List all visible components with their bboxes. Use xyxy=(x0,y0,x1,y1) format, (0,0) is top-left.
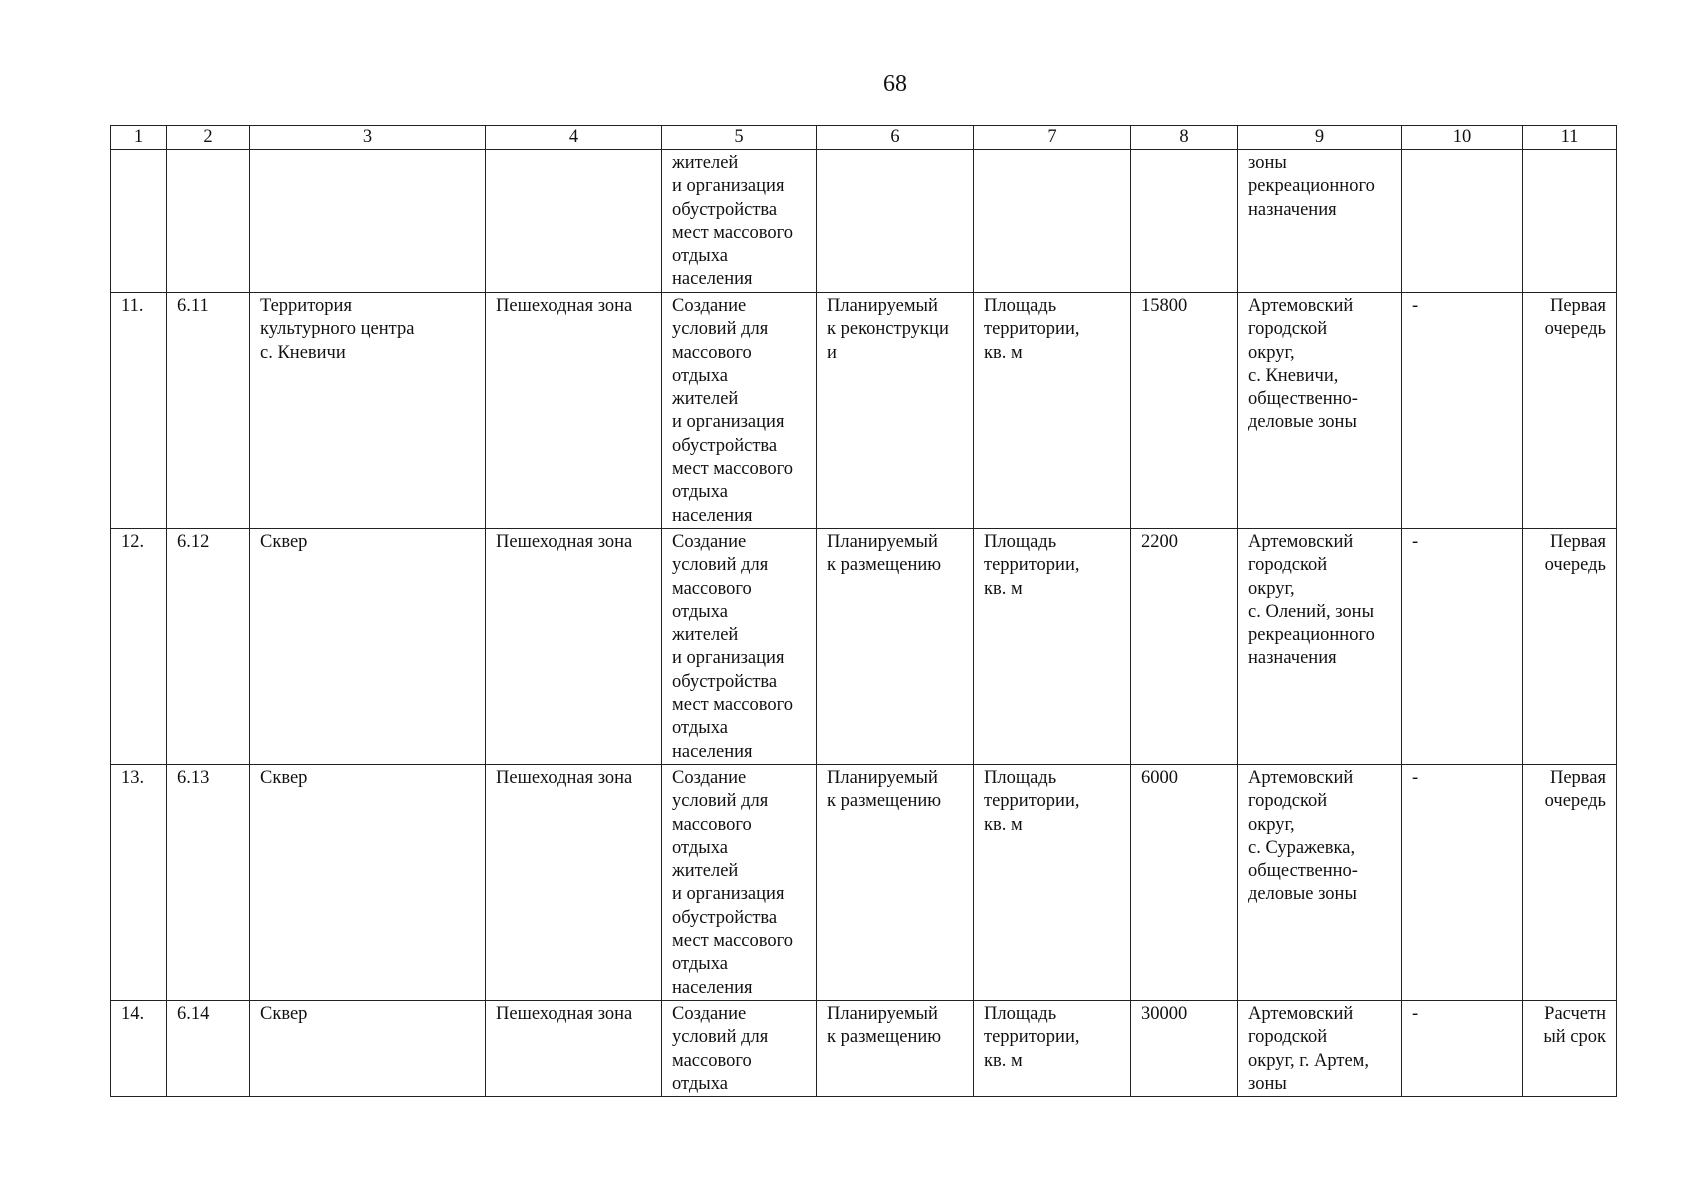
table-cell xyxy=(1131,150,1238,293)
location-cell: Артемовский городской округ, г. Артем, зоны xyxy=(1238,1001,1402,1097)
value-cell: 30000 xyxy=(1131,1001,1238,1097)
location-cell: Артемовский городской округ, с. Кневичи, общественно- деловые зоны xyxy=(1238,293,1402,529)
header-cell: 6 xyxy=(817,126,974,150)
header-cell: 4 xyxy=(486,126,662,150)
table-cell xyxy=(1523,150,1617,293)
object-code-cell: 6.14 xyxy=(167,1001,250,1097)
zone-cell: - xyxy=(1402,1001,1523,1097)
object-name-cell: Сквер xyxy=(250,529,486,765)
purpose-cell: Создание условий для массового отдыха xyxy=(662,1001,817,1097)
object-code-cell: 6.13 xyxy=(167,765,250,1001)
purpose-cell: Создание условий для массового отдыха жителей и организация обустройства мест массового отдыха населения xyxy=(662,529,817,765)
object-name-cell: Сквер xyxy=(250,1001,486,1097)
continuation-row xyxy=(111,150,1617,293)
header-cell: 8 xyxy=(1131,126,1238,150)
table-cell: зоны рекреационного назначения xyxy=(1238,150,1402,293)
type-cell: Пешеходная зона xyxy=(486,293,662,529)
header-cell: 10 xyxy=(1402,126,1523,150)
row-number-cell: 13. xyxy=(111,765,167,1001)
table-cell xyxy=(817,150,974,293)
object-name-cell: Сквер xyxy=(250,765,486,1001)
table-cell xyxy=(974,150,1131,293)
header-cell: 9 xyxy=(1238,126,1402,150)
status-cell: Планируемый к размещению xyxy=(817,765,974,1001)
object-code-cell: 6.12 xyxy=(167,529,250,765)
type-cell: Пешеходная зона xyxy=(486,765,662,1001)
object-name-cell: Территория культурного центра с. Кневичи xyxy=(250,293,486,529)
value-cell: 2200 xyxy=(1131,529,1238,765)
header-cell: 7 xyxy=(974,126,1131,150)
table-cell xyxy=(167,150,250,293)
type-cell: Пешеходная зона xyxy=(486,529,662,765)
object-code-cell: 6.11 xyxy=(167,293,250,529)
header-cell: 2 xyxy=(167,126,250,150)
value-cell: 6000 xyxy=(1131,765,1238,1001)
characteristic-cell: Площадь территории, кв. м xyxy=(974,529,1131,765)
status-cell: Планируемый к размещению xyxy=(817,1001,974,1097)
header-cell: 5 xyxy=(662,126,817,150)
zone-cell: - xyxy=(1402,293,1523,529)
table-cell: жителей и организация обустройства мест массового отдыха населения xyxy=(662,150,817,293)
status-cell: Планируемый к размещению xyxy=(817,529,974,765)
page-number: 68 xyxy=(883,71,907,97)
location-cell: Артемовский городской округ, с. Олений, зоны рекреационного назначения xyxy=(1238,529,1402,765)
table-cell xyxy=(1402,150,1523,293)
row-number-cell: 11. xyxy=(111,293,167,529)
status-cell: Планируемый к реконструкци и xyxy=(817,293,974,529)
characteristic-cell: Площадь территории, кв. м xyxy=(974,1001,1131,1097)
row-number-cell: 12. xyxy=(111,529,167,765)
term-cell: Расчетн ый срок xyxy=(1523,1001,1617,1097)
term-cell: Первая очередь xyxy=(1523,293,1617,529)
characteristic-cell: Площадь территории, кв. м xyxy=(974,765,1131,1001)
term-cell: Первая очередь xyxy=(1523,765,1617,1001)
zone-cell: - xyxy=(1402,529,1523,765)
characteristic-cell: Площадь территории, кв. м xyxy=(974,293,1131,529)
table-row xyxy=(111,1001,1617,1097)
header-cell: 3 xyxy=(250,126,486,150)
location-cell: Артемовский городской округ, с. Суражевка, общественно- деловые зоны xyxy=(1238,765,1402,1001)
purpose-cell: Создание условий для массового отдыха жителей и организация обустройства мест массового отдыха населения xyxy=(662,293,817,529)
column-number-row xyxy=(111,126,1617,150)
term-cell: Первая очередь xyxy=(1523,529,1617,765)
table-cell xyxy=(250,150,486,293)
table-row xyxy=(111,293,1617,529)
zone-cell: - xyxy=(1402,765,1523,1001)
table-cell xyxy=(111,150,167,293)
registry-table xyxy=(110,125,1617,1097)
row-number-cell: 14. xyxy=(111,1001,167,1097)
header-cell: 1 xyxy=(111,126,167,150)
purpose-cell: Создание условий для массового отдыха жителей и организация обустройства мест массового отдыха населения xyxy=(662,765,817,1001)
table-cell xyxy=(486,150,662,293)
table-row xyxy=(111,765,1617,1001)
header-cell: 11 xyxy=(1523,126,1617,150)
type-cell: Пешеходная зона xyxy=(486,1001,662,1097)
table-row xyxy=(111,529,1617,765)
value-cell: 15800 xyxy=(1131,293,1238,529)
